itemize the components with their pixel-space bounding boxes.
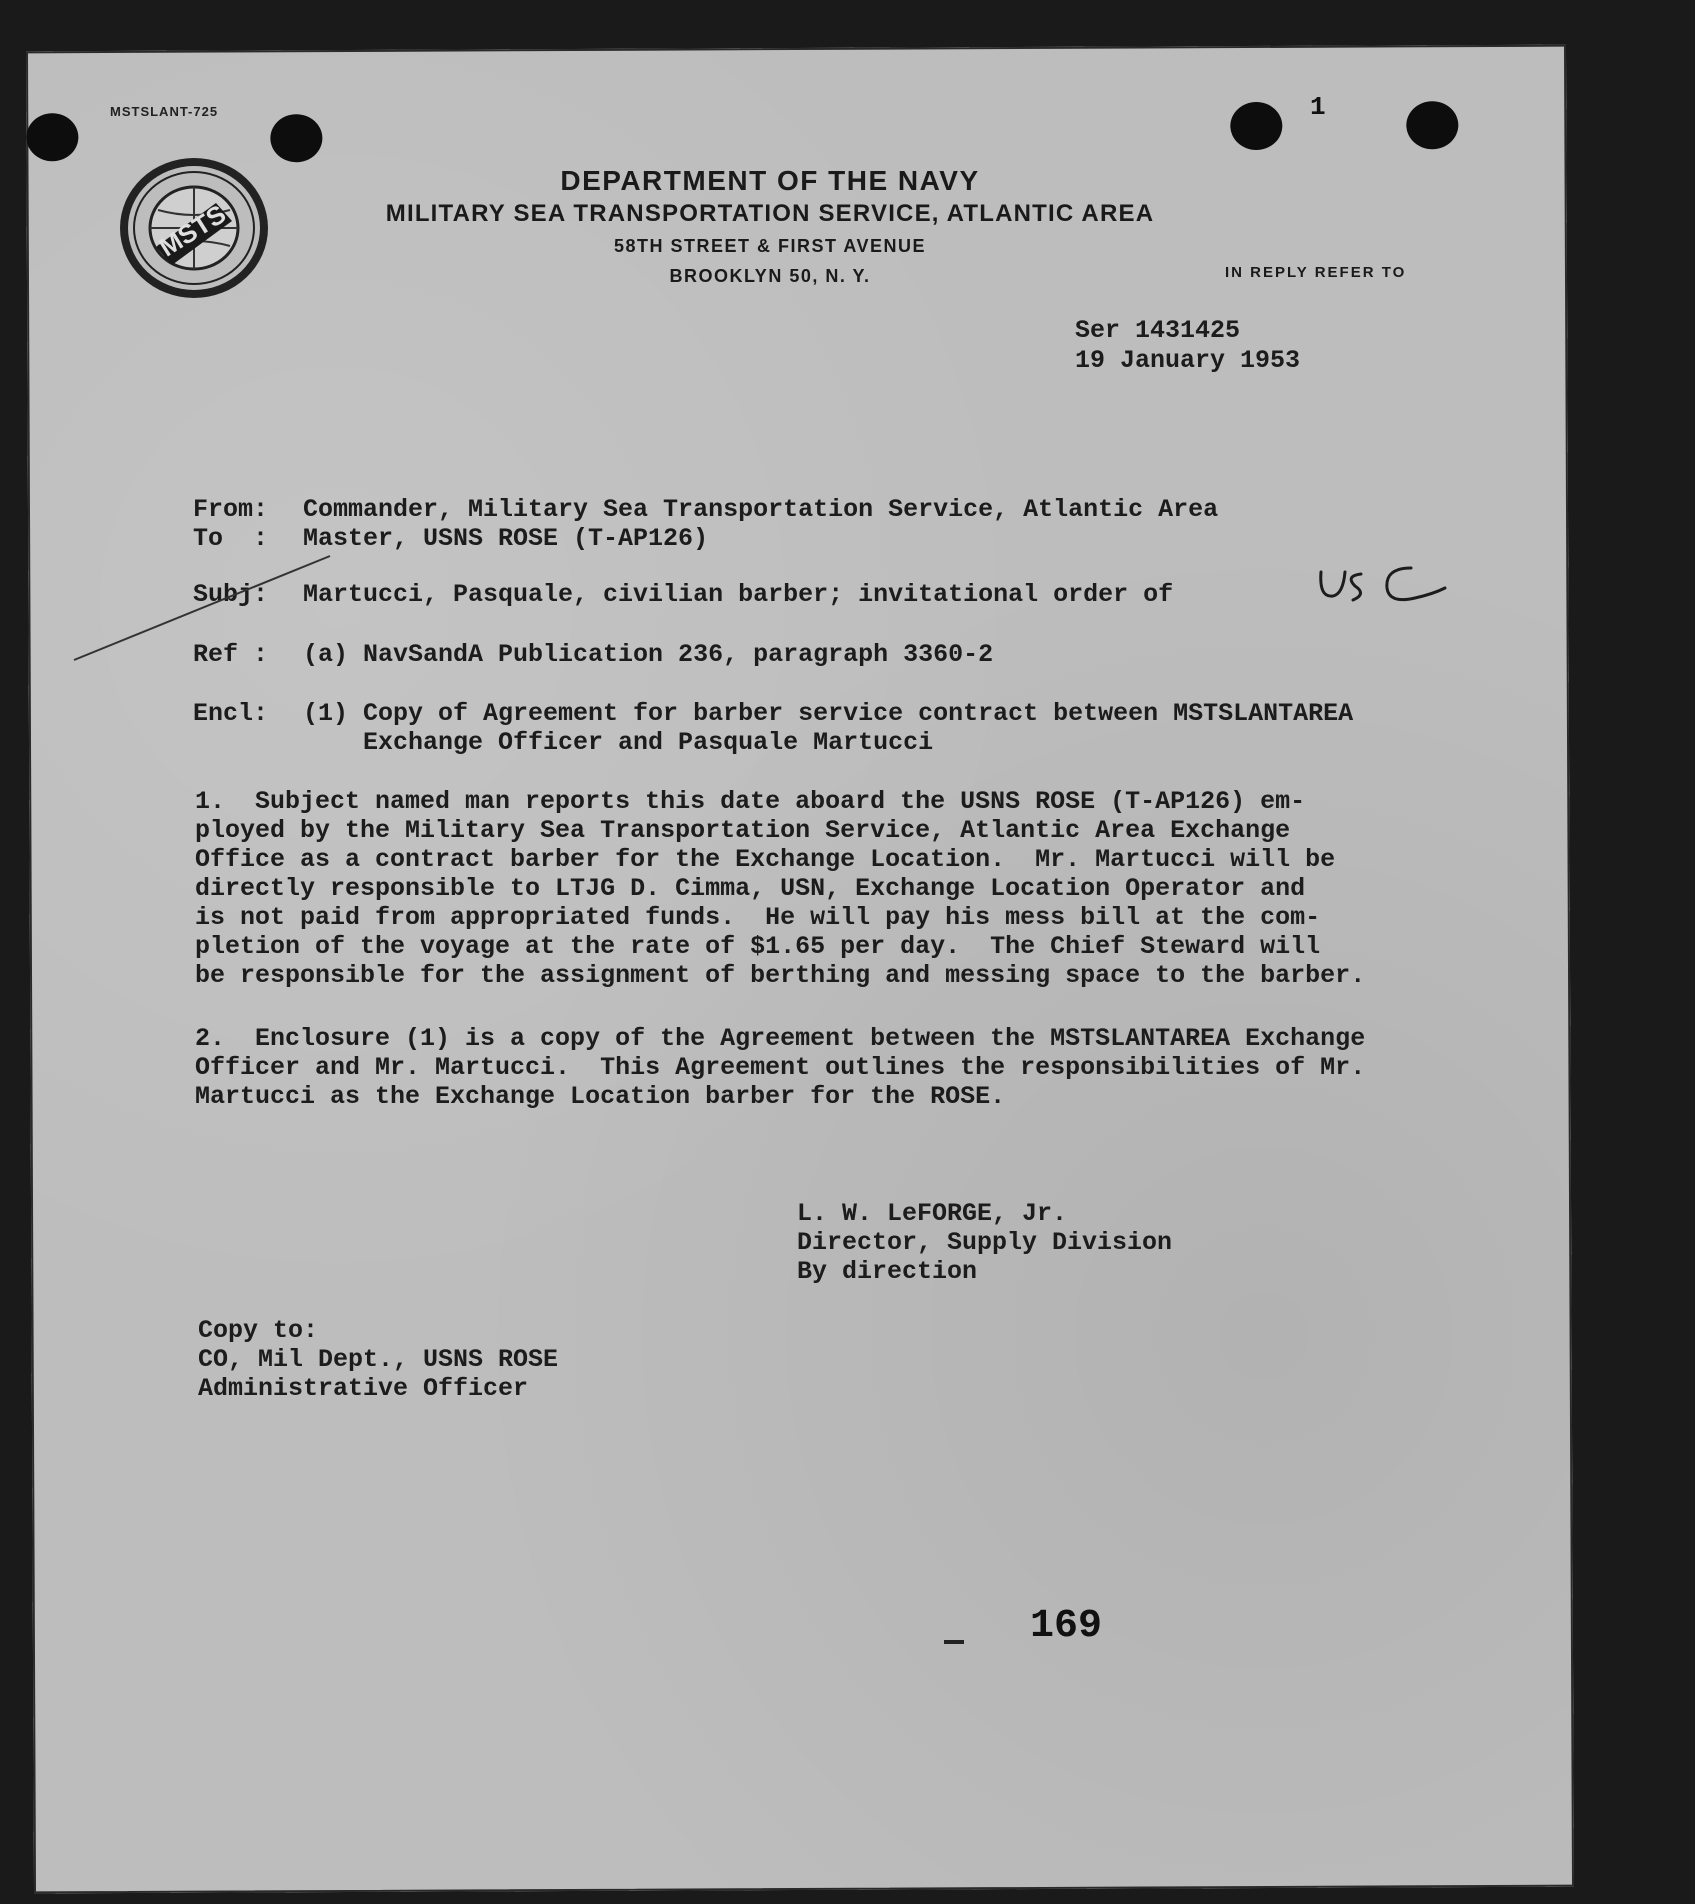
- page-number-dash: [944, 1640, 964, 1644]
- punch-hole: [270, 114, 322, 162]
- letter-date: 19 January 1953: [1075, 346, 1301, 375]
- paragraph-line: 1. Subject named man reports this date aboard the USNS ROSE (T-AP126) em-: [195, 787, 1306, 816]
- punch-hole: [1230, 102, 1282, 150]
- encl-label: Encl:: [193, 699, 269, 728]
- seal-letters: MSTS: [153, 198, 231, 263]
- subject-label: Subj:: [193, 580, 269, 609]
- paragraph-line: directly responsible to LTJG D. Cimma, USN, Exchange Location Operator and: [195, 874, 1306, 903]
- page-number: 169: [1030, 1604, 1103, 1649]
- reply-refer-label: IN REPLY REFER TO: [1225, 264, 1407, 281]
- letterhead-city: BROOKLYN 50, N. Y.: [669, 266, 871, 286]
- paragraph-2: [195, 1024, 1435, 1111]
- signer-title: Director, Supply Division: [797, 1228, 1173, 1257]
- form-id: MSTSLANT-725: [110, 104, 219, 119]
- handwritten-initials: [1315, 558, 1450, 613]
- paragraph-line: Martucci as the Exchange Location barber for the ROSE.: [195, 1082, 1006, 1111]
- punch-hole: [26, 113, 78, 161]
- serial-number: Ser 1431425: [1075, 316, 1241, 345]
- paragraph-line: pletion of the voyage at the rate of $1.65 per day. The Chief Steward will: [195, 932, 1321, 961]
- letterhead-street: 58TH STREET & FIRST AVENUE: [613, 236, 927, 256]
- ref-label: Ref :: [193, 640, 269, 669]
- signer-authority: By direction: [797, 1257, 978, 1286]
- paragraph-line: be responsible for the assignment of berthing and messing space to the barber.: [195, 961, 1366, 990]
- signer-name: L. W. LeFORGE, Jr.: [797, 1199, 1068, 1228]
- paragraph-line: ployed by the Military Sea Transportation Service, Atlantic Area Exchange: [195, 816, 1291, 845]
- encl-line-1: (1) Copy of Agreement for barber service contract between MSTSLANTAREA: [303, 699, 1354, 728]
- from-value: Commander, Military Sea Transportation Service, Atlantic Area: [303, 495, 1219, 524]
- paragraph-line: is not paid from appropriated funds. He will pay his mess bill at the com-: [195, 903, 1321, 932]
- copy-to-label: Copy to:: [198, 1316, 319, 1345]
- paragraph-1: [195, 787, 1435, 990]
- page-mark: 1: [1310, 92, 1326, 122]
- ref-value: (a) NavSandA Publication 236, paragraph 3360-2: [303, 640, 994, 669]
- letterhead-service: MILITARY SEA TRANSPORTATION SERVICE, ATLANTIC AREA: [385, 200, 1155, 227]
- paragraph-line: Office as a contract barber for the Exchange Location. Mr. Martucci will be: [195, 845, 1336, 874]
- punch-hole: [1406, 101, 1458, 149]
- paragraph-line: Officer and Mr. Martucci. This Agreement outlines the responsibilities of Mr.: [195, 1053, 1366, 1082]
- copy-to-recipient: CO, Mil Dept., USNS ROSE: [198, 1345, 559, 1374]
- svg-text:USC: USC: [1315, 558, 1317, 559]
- encl-line-2: Exchange Officer and Pasquale Martucci: [303, 728, 934, 757]
- to-value: Master, USNS ROSE (T-AP126): [303, 524, 709, 553]
- paragraph-line: 2. Enclosure (1) is a copy of the Agreement between the MSTSLANTAREA Exchange: [195, 1024, 1366, 1053]
- from-label: From:: [193, 495, 269, 524]
- letterhead-department: DEPARTMENT OF THE NAVY: [560, 165, 980, 196]
- subject-value: Martucci, Pasquale, civilian barber; invitational order of: [303, 580, 1174, 609]
- to-label: To :: [193, 524, 269, 553]
- copy-to-recipient: Administrative Officer: [198, 1374, 529, 1403]
- msts-seal-logo: [116, 155, 272, 301]
